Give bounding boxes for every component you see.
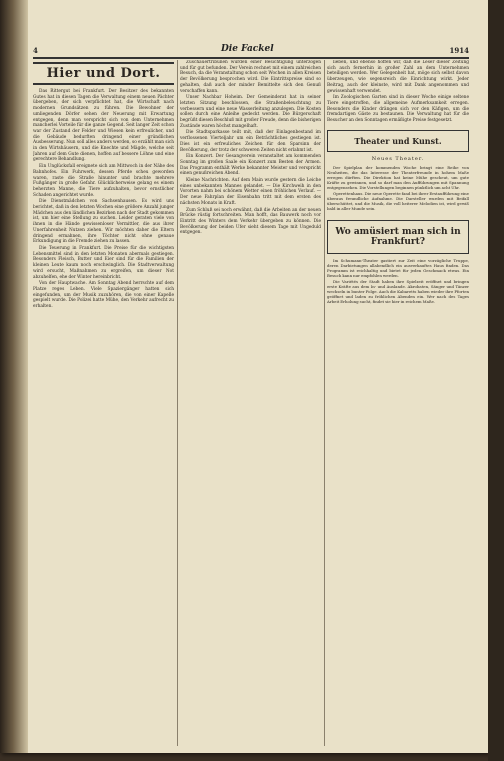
article-paragraph: Die Dienstmädchen von Sachsenhausen. Es wird uns berichtet, daß in den letzten Wochen eine größere Anzahl junger Mädchen aus den ländlichen Bezirken nach der Stadt gekommen ist, um hier eine Stellung zu suchen. Leider geraten viele von ihnen in die Hände gewissenloser Vermittler, die aus ihrer Unerfahrenheit Nutzen ziehen. Wir möchten daher die Eltern dringend ermahnen, ihre Töchter nicht ohne genaue Erkundigung in die Fremde ziehen zu lassen. [33,199,174,245]
column-divider [177,60,178,746]
article-paragraph: Unser Nachbar Hoheim. Der Gemeinderat hat in seiner letzten Sitzung beschlossen, die Straßenbeleuchtung zu verbessern und eine neue Wasserleitung anzulegen. Die Kosten sollen durch eine Anleihe gedeckt werden. Die Bürgerschaft begrüßt diesen Beschluß mit großer Freude, denn die bisherigen Zustände waren höchst mangelhaft. [180,95,321,129]
column-right [327,60,469,748]
header-rule [33,57,469,59]
article-paragraph: Von der Hauptwache. Am Sonntag Abend herrschte auf dem Platze reges Leben. Viele Spaziergänger hatten sich eingefunden, um der Musik zuzuhören, die von einer Kapelle gespielt wurde. Die Polizei hatte Mühe, den Verkehr aufrecht zu erhalten. [33,281,174,310]
article-paragraph: Das Rittergut bei Frankfurt. Der Besitzer des bekannten Gutes hat in diesen Tagen die Verwaltung einem neuen Pächter übergeben, der sich verpflichtet hat, die Wirtschaft nach modernen Grundsätzen zu führen. Die Bewohner der umliegenden Dörfer sehen der Neuerung mit Erwartung entgegen, denn man verspricht sich von dem Unternehmen mancherlei Vorteile für die ganze Gegend. Seit langer Zeit schon war der Zustand der Felder und Wiesen kein erfreulicher, und die Gebäude bedurften dringend einer gründlichen Ausbesserung. Nun soll alles anders werden, so erzählt man sich in den Wirtshäusern, und die Knechte und Mägde, welche seit Jahren auf dem Gute dienen, hoffen auf bessere Löhne und eine gerechtere Behandlung. [33,89,174,163]
column-middle [180,60,321,748]
section-title-theater: Theater und Kunst. [327,130,469,152]
column-left [33,60,174,748]
article-paragraph: Im Zoologischen Garten sind in dieser Woche einige seltene Tiere eingetroffen, die allgemeine Aufmerksamkeit erregen. Besonders die Kinder drängen sich vor den Käfigen, um die fremdartigen Gäste zu bestaunen. Die Verwaltung hat für die Besucher an den Sonntagen ermäßigte Preise festgesetzt. [327,95,469,124]
page-year: 1914 [449,46,469,55]
page-edge-shadow [488,0,504,761]
article-paragraph: Operettenhaus. Die neue Operette fand bei ihrer Erstaufführung eine überaus freundliche Aufnahme. Die Darsteller wurden mit Beifall überschüttet, und die Musik, die voll heiterer Melodien ist, wird gewiß bald in aller Munde sein. [327,191,469,212]
article-paragraph: lieben, und ebenso hoffen wir, daß die Leser dieser Zeitung sich auch fernerhin in großer Zahl an dem Unternehmen beteiligen werden. Wer Gelegenheit hat, möge sich selbst davon überzeugen, wie segensreich die Einrichtung wirkt. Jeder Beitrag, auch der kleinste, wird mit Dank angenommen und gewissenhaft verwendet. [327,60,469,94]
column-divider [324,60,325,746]
section-title-hier-und-dort: Hier und Dort. [33,62,174,85]
article-paragraph: Zuschauertribünen wurden einer Besichtigung unterzogen und für gut befunden. Der Verein rechnet mit einem zahlreichen Besuch, da die Veranstaltung schon seit Wochen in allen Kreisen der Bevölkerung besprochen wird. Die Eintrittspreise sind so gehalten, daß auch der minder Bemittelte sich den Genuß verschaffen kann. [180,60,321,94]
theater-subheading: Neues Theater. [371,155,425,162]
book-gutter [0,0,28,753]
article-paragraph: Die Stadtsparkasse teilt mit, daß der Einlagenbestand im verflossenen Vierteljahr um ein Beträchtliches gestiegen ist. Dies ist ein erfreuliches Zeichen für den Sparsinn der Bevölkerung, der trotz der schweren Zeiten nicht erlahmt ist. [180,130,321,153]
article-paragraph: Der Spielplan der kommenden Woche bringt eine Reihe von Neuheiten, die das Interesse der Theaterfreunde in hohem Maße erregen dürften. Die Direktion hat keine Mühe gescheut, um gute Kräfte zu gewinnen, und so darf man den Aufführungen mit Spannung entgegensehen. Die Vorstellungen beginnen pünktlich um acht Uhr. [327,164,469,191]
page-header [33,44,469,56]
article-paragraph: Die Variétés der Stadt haben ihre Spielzeit eröffnet und bringen erste Kräfte aus dem In- und Auslande. Akrobaten, Sänger und Tänzer wechseln in bunter Folge. Auch die Kabaretts haben wieder ihre Pforten geöffnet und laden zu fröhlichen Abenden ein. Wer nach des Tages Arbeit Erholung sucht, findet sie hier in reichem Maße. [327,278,469,305]
article-paragraph: Ein Konzert. Der Gesangverein veranstaltet am kommenden Sonntag im großen Saale ein Konzert zum Besten der Armen. Das Programm enthält Werke bekannter Meister und verspricht einen genußreichen Abend. [180,154,321,177]
article-paragraph: Ein Unglücksfall ereignete sich am Mittwoch in der Nähe des Bahnhofes. Ein Fuhrwerk, dessen Pferde scheu geworden waren, raste die Straße hinunter und brachte mehrere Fußgänger in große Gefahr. Glücklicherweise gelang es einem beherzten Manne, die Tiere aufzuhalten, bevor ernstlicher Schaden angerichtet wurde. [33,164,174,198]
article-paragraph: Zum Schluß sei noch erwähnt, daß die Arbeiten an der neuen Brücke rüstig fortschreiten. Man hofft, das Bauwerk noch vor Eintritt des Winters dem Verkehr übergeben zu können. Die Bevölkerung der beiden Ufer sieht diesem Tage mit Ungeduld entgegen. [180,207,321,236]
article-paragraph: Im Schumann-Theater gastiert zur Zeit eine vorzügliche Truppe, deren Darbietungen allabendlich ein ausverkauftes Haus finden. Das Programm ist reichhaltig und bietet für jeden Geschmack etwas. Ein Besuch kann nur empfohlen werden. [327,257,469,278]
section-title-amusement: Wo amüsiert man sich in Frankfurt? [327,220,469,254]
article-paragraph: Die Teuerung in Frankfurt. Die Preise für die wichtigsten Lebensmittel sind in den letzten Monaten abermals gestiegen. Besonders Fleisch, Butter und Eier sind für die Familien der kleinen Leute kaum noch erschwinglich. Die Stadtverwaltung wird ersucht, Maßnahmen zu ergreifen, um dieser Not abzuhelfen, ehe der Winter hereinbricht. [33,245,174,280]
page-number: 4 [33,46,38,55]
article-paragraph: Kleine Nachrichten. Auf dem Main wurde gestern die Leiche eines unbekannten Mannes gelandet. — Die Kirchweih in den Vororten nahm bei schönem Wetter einen fröhlichen Verlauf. — Der neue Fahrplan der Eisenbahn tritt mit dem ersten des nächsten Monats in Kraft. [180,178,321,206]
masthead-title: Die Fackel [221,44,274,54]
